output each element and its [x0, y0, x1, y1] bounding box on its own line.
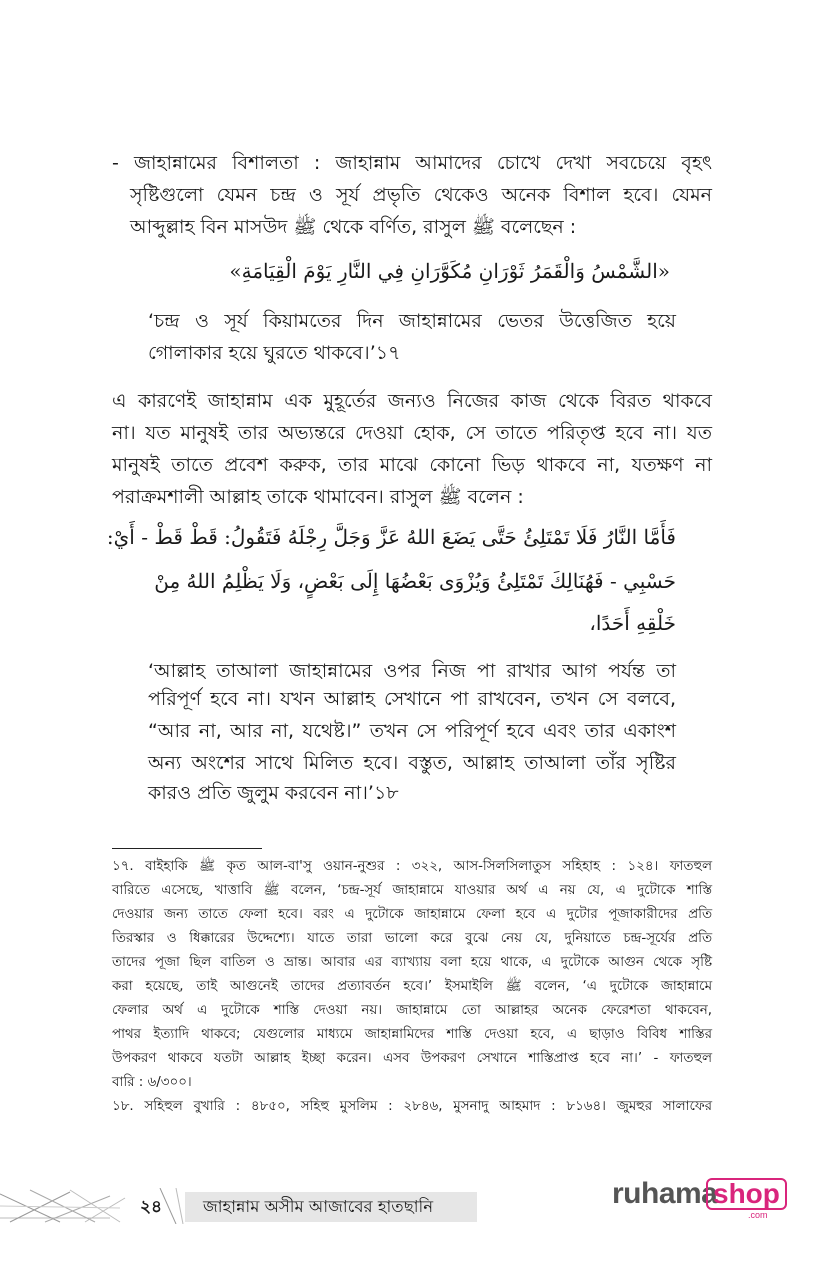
footnote-17-line8: পাথর ইত্যাদি থাকবে; যেগুলোর মাধ্যমে জাহান্নামিদের শাস্তি দেওয়া হবে, এ ছাড়াও বিবিধ শাস্তির: [112, 1027, 712, 1042]
para1-line2: সৃষ্টিগুলো যেমন চন্দ্র ও সূর্য প্রভৃতি থেকেও অনেক বিশাল হবে। যেমন: [130, 184, 712, 206]
arabic-hadith-2-line3: خَلْقِهِ أَحَدًا،: [589, 611, 676, 635]
quote2-line2: পরিপূর্ণ হবে না। যখন আল্লাহ সেখানে পা রাখবেন, তখন সে বলবে,: [148, 688, 676, 710]
quote2-line4: অন্য অংশের সাথে মিলিত হবে। বস্তুত, আল্লাহ তাআলা তাঁর সৃষ্টির: [148, 752, 676, 774]
footnote-17-line6: করা হয়েছে, তাই আগুনেই তাদের প্রত্যাবর্তন হবে।’ ইসমাইলি ﷺ বলেন, ‘এ দুটোকে জাহান্নামে: [112, 979, 712, 994]
footnote-divider: [112, 848, 262, 849]
footnote-17-line5: তাদের পূজা ছিল বাতিল ও ভ্রান্ত। আবার এর ব্যাখ্যায় বলা হয়ে থাকে, এ দুটোকে আগুন থেকে সৃষ্টি: [112, 955, 712, 970]
logo-domain-text: .com: [748, 1210, 768, 1220]
footnote-17-line3: দেওয়ার জন্য তাতে ফেলা হবে। বরং এ দুটোকে জাহান্নামে ফেলা হবে এ দুটোর পূজাকারীদের প্রতি: [112, 907, 712, 922]
para1-line1: - জাহান্নামের বিশালতা : জাহান্নাম আমাদের চোখে দেখা সবচেয়ে বৃহৎ: [112, 152, 712, 174]
arabic-hadith-2-line1: فَأَمَّا النَّارُ فَلَا تَمْتَلِئُ حَتَّى يَضَعَ اللهُ عَزَّ وَجَلَّ رِجْلَهُ فَتَقُولُ: قَطْ قَطْ - أَيْ:: [106, 525, 676, 549]
quote2-line5: কারও প্রতি জুলুম করবেন না।’১৮: [148, 782, 399, 804]
footnote-17-line4: তিরস্কার ও ধিক্কারের উদ্দেশ্যে। যাতে তারা ভালো করে বুঝে নেয় যে, দুনিয়াতে চন্দ্র-সূর্যের প্রতি: [112, 931, 712, 946]
logo-shop-text: shop: [706, 1178, 787, 1210]
quote2-line1: ‘আল্লাহ তাআলা জাহান্নামের ওপর নিজ পা রাখার আগ পর্যন্ত তা: [148, 660, 676, 682]
logo-brand-text: ruhama: [612, 1177, 718, 1210]
para2-line1: এ কারণেই জাহান্নাম এক মুহূর্তের জন্যও নিজের কাজ থেকে বিরত থাকবে: [112, 390, 712, 412]
footnote-17-line7: ফেলার অর্থ এ দুটোকে শাস্তি দেওয়া নয়। জাহান্নামে তো আল্লাহর অনেক ফেরেশতা থাকবেন,: [112, 1003, 712, 1018]
footnote-18-line1: ১৮. সহিহুল বুখারি : ৪৮৫০, সহিহু মুসলিম : ২৮৪৬, মুসনাদু আহমাদ : ৮১৬৪। জুমহুর সালাফের: [112, 1099, 712, 1114]
para2-line4: পরাক্রমশালী আল্লাহ তাকে থামাবেন। রাসুল ﷺ বলেন :: [112, 486, 524, 508]
running-title: জাহান্নাম অসীম আজাবের হাতছানি: [203, 1197, 434, 1216]
arabic-hadith-2-line2: حَسْبِي - فَهُنَالِكَ تَمْتَلِئُ وَيُزْوَى بَعْضُهَا إِلَى بَعْضٍ، وَلَا يَظْلِمُ اللهُ مِنْ: [154, 569, 676, 593]
arabic-hadith-1: «الشَّمْسُ وَالْقَمَرُ ثَوْرَانِ مُكَوَّرَانِ فِي النَّارِ يَوْمَ الْقِيَامَةِ»: [229, 259, 670, 283]
para1-line3: আব্দুল্লাহ বিন মাসউদ ﷺ থেকে বর্ণিত, রাসুল ﷺ বলেছেন :: [130, 216, 577, 238]
para2-line3: মানুষই তাতে প্রবেশ করুক, তার মাঝে কোনো ভিড় থাকবে না, যতক্ষণ না: [112, 454, 712, 476]
para2-line2: না। যত মানুষই তার অভ্যন্তরে দেওয়া হোক, সে তাতে পরিতৃপ্ত হবে না। যত: [112, 422, 712, 444]
page-number: ২৪: [140, 1197, 163, 1217]
footnote-17-line10: বারি : ৬/৩০০।: [112, 1075, 192, 1090]
footnote-17-line1: ১৭. বাইহাকি ﷺ কৃত আল-বা'সু ওয়ান-নুশুর : ৩২২, আস-সিলসিলাতুস সহিহাহ : ১২৪। ফাতহুল: [112, 859, 712, 874]
footnote-17-line2: বারিতে এসেছে, খাত্তাবি ﷺ বলেন, ‘চন্দ্র-সূর্য জাহান্নামে যাওয়ার অর্থ এ নয় যে, এ দুটোকে শাস্তি: [112, 883, 712, 898]
quote2-line3: “আর না, আর না, যথেষ্ট।” তখন সে পরিপূর্ণ হবে এবং তার একাংশ: [148, 720, 676, 742]
quote1-line1: ‘চন্দ্র ও সূর্য কিয়ামতের দিন জাহান্নামের ভেতর উত্তেজিত হয়ে: [148, 310, 676, 332]
ruhama-shop-logo: [612, 1176, 778, 1220]
quote1-line2: গোলাকার হয়ে ঘুরতে থাকবে।’১৭: [148, 342, 401, 364]
footnote-17-line9: উপকরণ থাকবে যতটা আল্লাহ ইচ্ছা করেন। এসব উপকরণ সেখানে শাস্তিপ্রাপ্ত হবে না।’ - ফাতহুল: [112, 1051, 712, 1066]
